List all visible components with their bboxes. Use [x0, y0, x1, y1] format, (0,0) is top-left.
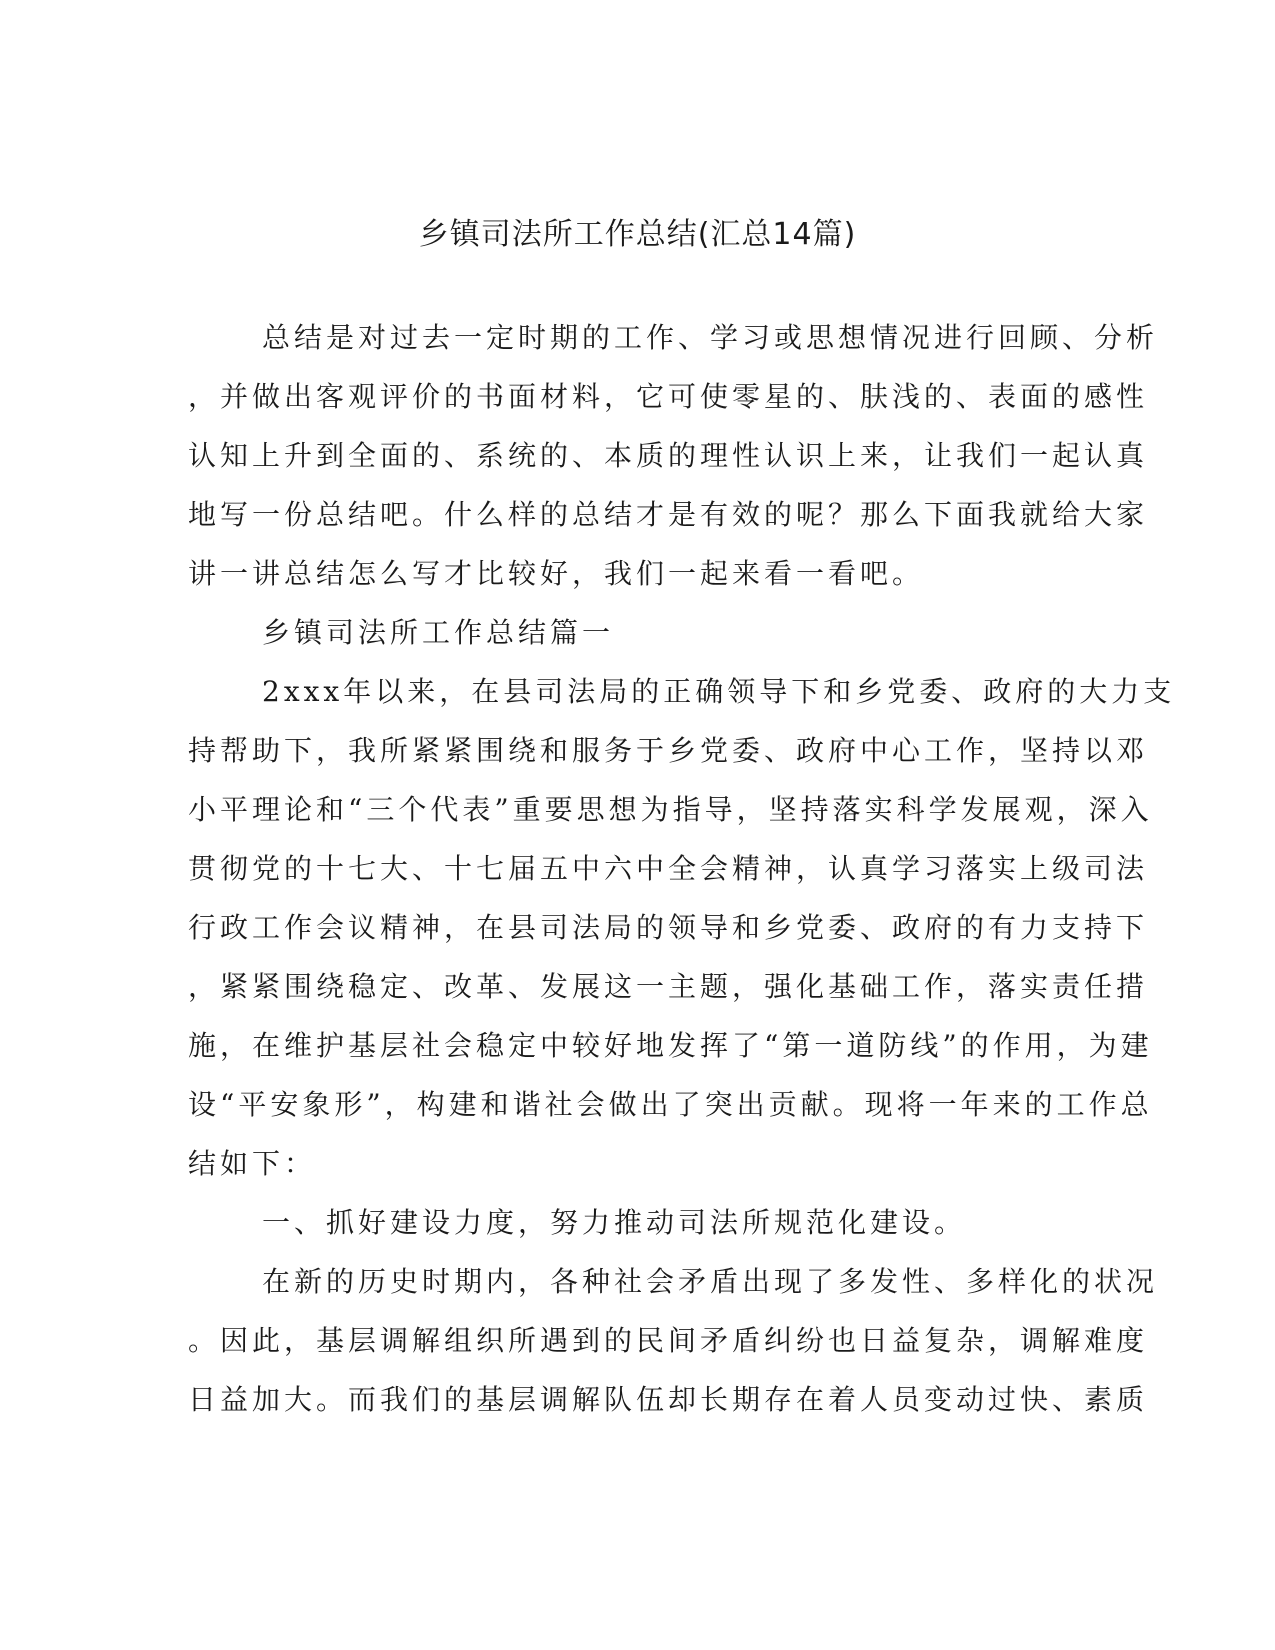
paragraph-line: 小平理论和“三个代表”重要思想为指导，坚持落实科学发展观，深入 [188, 793, 1153, 826]
paragraph-line: 。因此，基层调解组织所遇到的民间矛盾纠纷也日益复杂，调解难度 [188, 1324, 1149, 1357]
paragraph-line: 认知上升到全面的、系统的、本质的理性认识上来，让我们一起认真 [188, 439, 1149, 472]
paragraph-line: 行政工作会议精神，在县司法局的领导和乡党委、政府的有力支持下 [188, 911, 1149, 944]
paragraph-line: 贯彻党的十七大、十七届五中六中全会精神，认真学习落实上级司法 [188, 852, 1149, 885]
paragraph-line: ，紧紧围绕稳定、改革、发展这一主题，强化基础工作，落实责任措 [188, 970, 1149, 1003]
paragraph-line: 持帮助下，我所紧紧围绕和服务于乡党委、政府中心工作，坚持以邓 [188, 734, 1149, 767]
paragraph-line: 设“平安象形”，构建和谐社会做出了突出贡献。现将一年来的工作总 [188, 1088, 1153, 1121]
paragraph-line: 地写一份总结吧。什么样的总结才是有效的呢？那么下面我就给大家 [188, 498, 1149, 531]
paragraph-line: ，并做出客观评价的书面材料，它可使零星的、肤浅的、表面的感性 [188, 380, 1149, 413]
paragraph-line: 施，在维护基层社会稳定中较好地发挥了“第一道防线”的作用，为建 [188, 1029, 1153, 1062]
section-heading: 乡镇司法所工作总结篇一 [262, 616, 615, 649]
document-title: 乡镇司法所工作总结(汇总14篇) [418, 217, 857, 252]
paragraph-line: 在新的历史时期内，各种社会矛盾出现了多发性、多样化的状况 [262, 1265, 1159, 1298]
paragraph-line: 总结是对过去一定时期的工作、学习或思想情况进行回顾、分析 [262, 321, 1159, 354]
paragraph-line: 2xxx年以来，在县司法局的正确领导下和乡党委、政府的大力支 [262, 675, 1176, 708]
paragraph-line: 讲一讲总结怎么写才比较好，我们一起来看一看吧。 [188, 557, 925, 590]
paragraph-line: 结如下： [188, 1147, 317, 1180]
paragraph-line: 日益加大。而我们的基层调解队伍却长期存在着人员变动过快、素质 [188, 1383, 1149, 1416]
subsection-heading: 一、抓好建设力度，努力推动司法所规范化建设。 [262, 1206, 967, 1239]
